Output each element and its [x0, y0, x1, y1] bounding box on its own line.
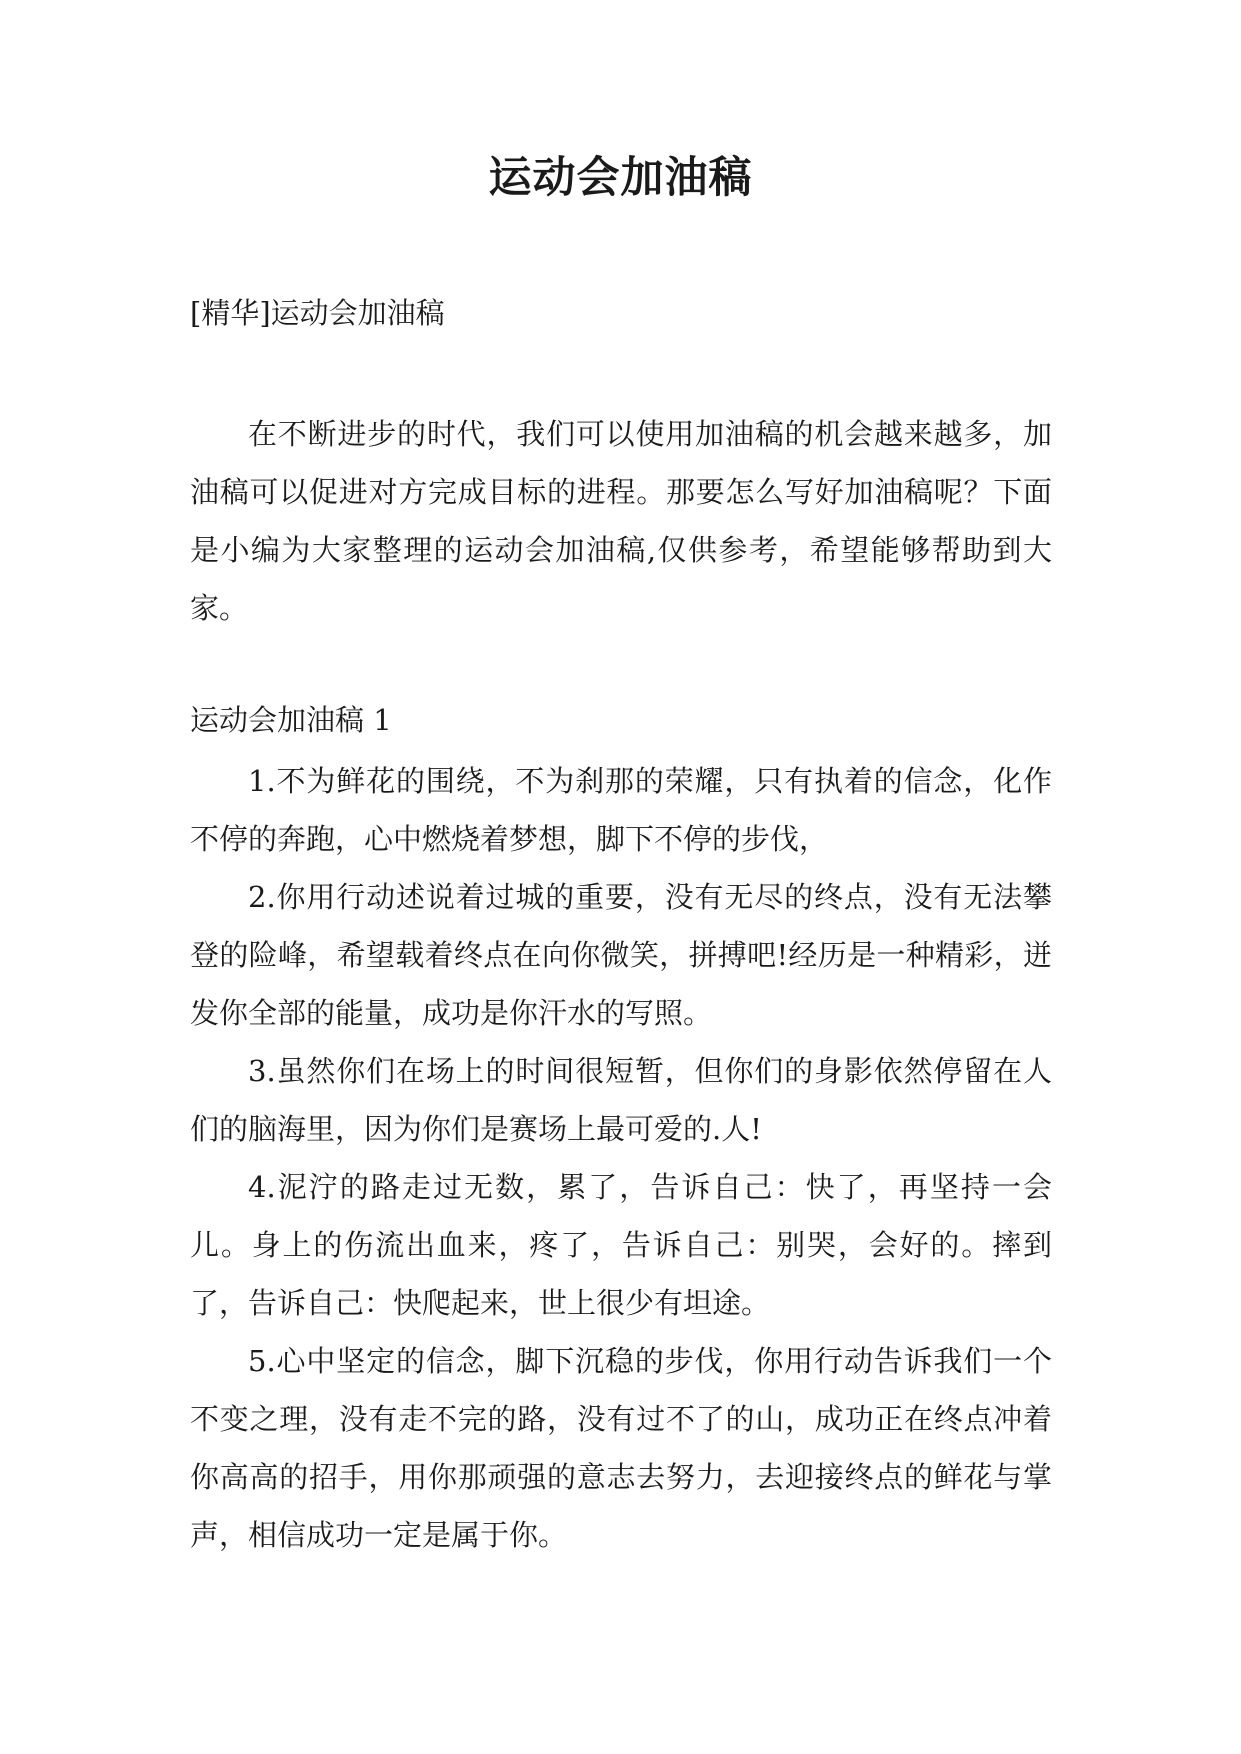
cheer-item-1: 1.不为鲜花的围绕，不为刹那的荣耀，只有执着的信念，化作不停的奔跑，心中燃烧着梦想，脚下不停的步伐，: [190, 764, 1052, 856]
document-subtitle: [精华]运动会加油稿: [190, 296, 445, 330]
cheer-item-4: 4.泥泞的路走过无数，累了，告诉自己：快了，再坚持一会儿。身上的伤流出血来，疼了，告诉自己：别哭，会好的。摔到了，告诉自己：快爬起来，世上很少有坦途。: [190, 1170, 1052, 1320]
section-heading: 运动会加油稿 1: [190, 703, 392, 737]
cheer-item-3: 3.虽然你们在场上的时间很短暂，但你们的身影依然停留在人们的脑海里，因为你们是赛场上最可爱的.人!: [190, 1054, 1052, 1146]
cheer-list: [190, 752, 1052, 1564]
document-title: 运动会加油稿: [488, 153, 753, 203]
cheer-item-2: 2.你用行动述说着过城的重要，没有无尽的终点，没有无法攀登的险峰，希望载着终点在向你微笑，拼搏吧!经历是一种精彩，迸发你全部的能量，成功是你汗水的写照。: [190, 880, 1052, 1030]
cheer-item-5: 5.心中坚定的信念，脚下沉稳的步伐，你用行动告诉我们一个不变之理，没有走不完的路，没有过不了的山，成功正在终点冲着你高高的招手，用你那顽强的意志去努力，去迎接终点的鲜花与掌声，相信成功一定是属于你。: [190, 1344, 1052, 1552]
intro-paragraph: 在不断进步的时代，我们可以使用加油稿的机会越来越多，加油稿可以促进对方完成目标的进程。那要怎么写好加油稿呢？下面是小编为大家整理的运动会加油稿,仅供参考，希望能够帮助到大家。: [190, 417, 1052, 625]
